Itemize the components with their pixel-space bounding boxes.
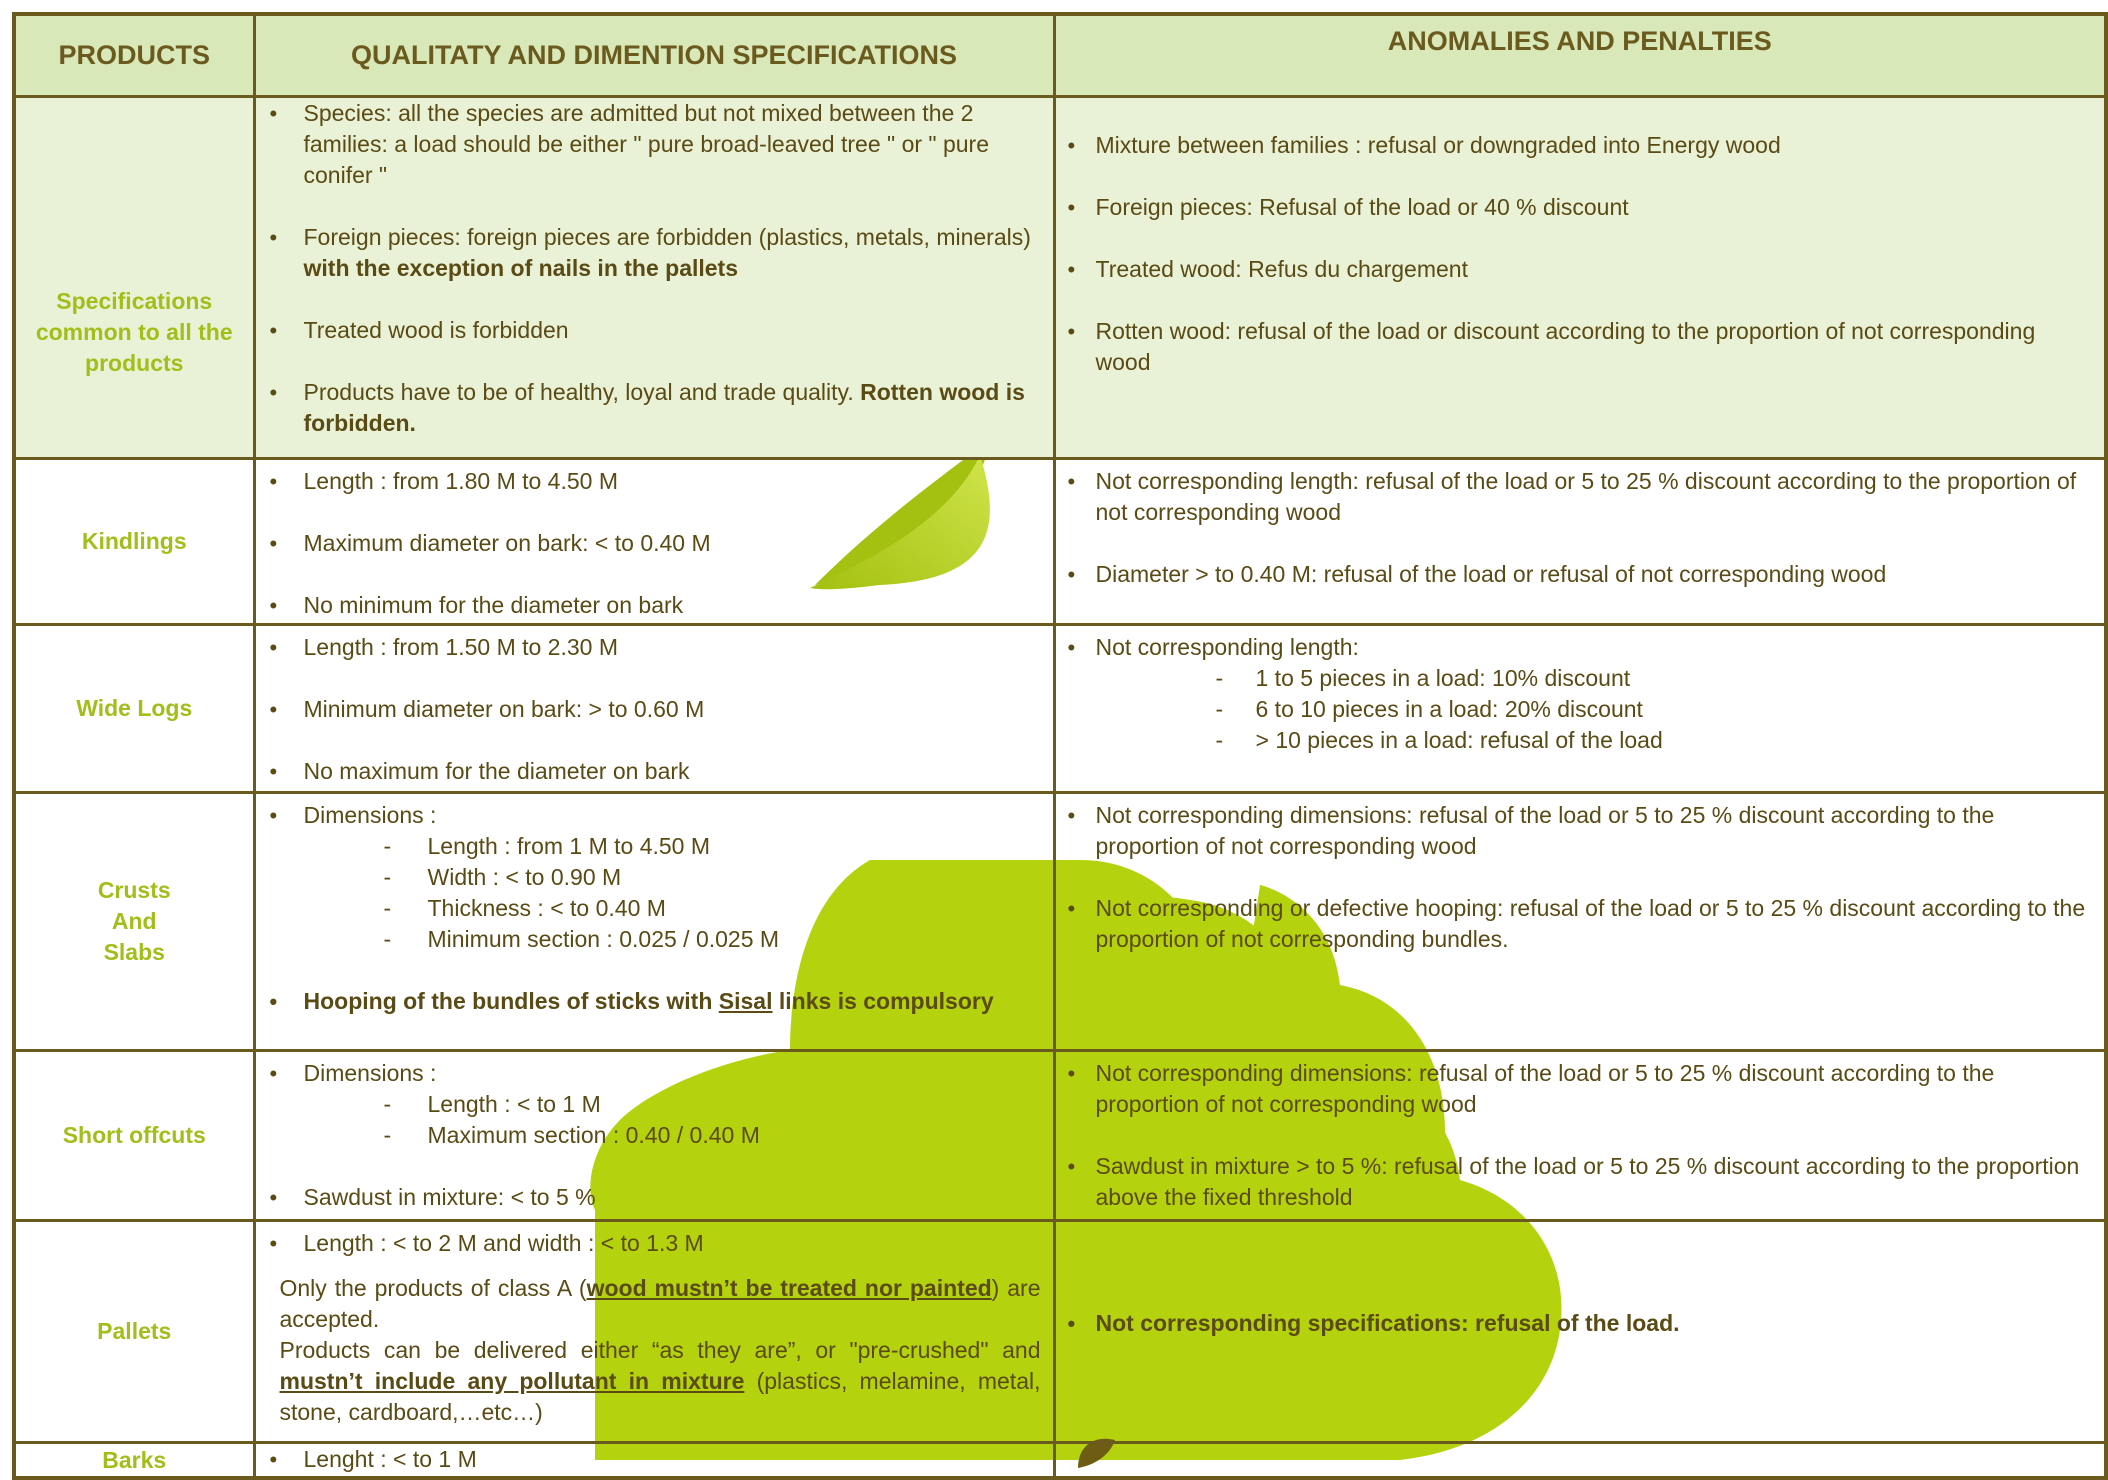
product-wide-logs: Wide Logs bbox=[14, 624, 254, 792]
list-item: - Length : from 1 M to 4.50 M bbox=[256, 831, 1053, 862]
list-item: • Species: all the species are admitted but not mixed between the 2 families: a load should be either " pure broad-leaved tree " or " pure conifer " bbox=[256, 98, 1053, 191]
specs-pallets bbox=[254, 1220, 1054, 1442]
list-item: • Not corresponding or defective hooping: refusal of the load or 5 to 25 % discount according to the proportion of not corresponding bundles. bbox=[1056, 893, 2105, 955]
list-item: - > 10 pieces in a load: refusal of the load bbox=[1056, 725, 2105, 756]
product-barks: Barks bbox=[14, 1442, 254, 1478]
list-item: • Treated wood is forbidden bbox=[256, 315, 1053, 346]
header-anomalies: ANOMALIES AND PENALTIES bbox=[1054, 14, 2106, 96]
list-item: • No minimum for the diameter on bark bbox=[256, 590, 1053, 621]
specs-short-offcuts bbox=[254, 1050, 1054, 1220]
specs-common bbox=[254, 96, 1054, 458]
list-item: • No maximum for the diameter on bark bbox=[256, 756, 1053, 787]
list-item: • Minimum diameter on bark: > to 0.60 M bbox=[256, 694, 1053, 725]
list-item: • Length : < to 2 M and width : < to 1.3 M bbox=[256, 1228, 1053, 1259]
product-short-offcuts: Short offcuts bbox=[14, 1050, 254, 1220]
list-item: • Not corresponding dimensions: refusal of the load or 5 to 25 % discount according to the proportion of not corresponding wood bbox=[1056, 1058, 2105, 1120]
list-item: • Hooping of the bundles of sticks with Sisal links is compulsory bbox=[256, 986, 1053, 1017]
specs-kindlings bbox=[254, 458, 1054, 624]
specs-barks bbox=[254, 1442, 1054, 1478]
row-common-specifications bbox=[14, 96, 2106, 458]
row-wide-logs bbox=[14, 624, 2106, 792]
header-row bbox=[14, 14, 2106, 96]
list-item: • Foreign pieces: Refusal of the load or 40 % discount bbox=[1056, 192, 2105, 223]
specs-wide-logs bbox=[254, 624, 1054, 792]
product-pallets: Pallets bbox=[14, 1220, 254, 1442]
list-item: • Diameter > to 0.40 M: refusal of the load or refusal of not corresponding wood bbox=[1056, 559, 2105, 590]
list-item: • Not corresponding length: refusal of the load or 5 to 25 % discount according to the proportion of not corresponding wood bbox=[1056, 466, 2105, 528]
list-item: • Foreign pieces: foreign pieces are forbidden (plastics, metals, minerals) with the exception of nails in the pallets bbox=[256, 222, 1053, 284]
anomalies-crusts-and-slabs bbox=[1054, 792, 2106, 1050]
list-item: • Length : from 1.50 M to 2.30 M bbox=[256, 632, 1053, 663]
list-item: • Rotten wood: refusal of the load or discount according to the proportion of not corresponding wood bbox=[1056, 316, 2105, 378]
list-item: - 6 to 10 pieces in a load: 20% discount bbox=[1056, 694, 2105, 725]
row-short-offcuts bbox=[14, 1050, 2106, 1220]
list-item: - Maximum section : 0.40 / 0.40 M bbox=[256, 1120, 1053, 1151]
list-item: • Treated wood: Refus du chargement bbox=[1056, 254, 2105, 285]
row-kindlings bbox=[14, 458, 2106, 624]
list-item: - Width : < to 0.90 M bbox=[256, 862, 1053, 893]
pallets-paragraph-delivery: Products can be delivered either “as they are”, or "pre-crushed" and mustn’t include any pollutant in mixture (plastics, melamine, metal, stone, cardboard,…etc…) bbox=[279, 1336, 1041, 1425]
anomalies-wide-logs bbox=[1054, 624, 2106, 792]
pallets-paragraph-class-a: Only the products of class A (wood mustn’t be treated nor painted) are accepted. bbox=[279, 1274, 1041, 1332]
product-crusts-and-slabs: Crusts And Slabs bbox=[14, 792, 254, 1050]
list-item: - Length : < to 1 M bbox=[256, 1089, 1053, 1120]
anomalies-pallets bbox=[1054, 1220, 2106, 1442]
anomalies-barks bbox=[1054, 1442, 2106, 1478]
row-pallets bbox=[14, 1220, 2106, 1442]
product-common: Specifications common to all the products bbox=[14, 96, 254, 458]
product-kindlings: Kindlings bbox=[14, 458, 254, 624]
header-specifications: QUALITATY AND DIMENTION SPECIFICATIONS bbox=[254, 14, 1054, 96]
list-item: • Dimensions : bbox=[256, 800, 1053, 831]
list-item: • Sawdust in mixture > to 5 %: refusal of the load or 5 to 25 % discount according to the proportion above the fixed threshold bbox=[1056, 1151, 2105, 1213]
list-item: • Maximum diameter on bark: < to 0.40 M bbox=[256, 528, 1053, 559]
header-products: PRODUCTS bbox=[14, 14, 254, 96]
list-item: • Dimensions : bbox=[256, 1058, 1053, 1089]
list-item: • Not corresponding specifications: refusal of the load. bbox=[1056, 1308, 2105, 1339]
list-item: - Minimum section : 0.025 / 0.025 M bbox=[256, 924, 1053, 955]
list-item: • Not corresponding dimensions: refusal of the load or 5 to 25 % discount according to the proportion of not corresponding wood bbox=[1056, 800, 2105, 862]
list-item: • Length : from 1.80 M to 4.50 M bbox=[256, 466, 1053, 497]
list-item: • Products have to be of healthy, loyal and trade quality. Rotten wood is forbidden. bbox=[256, 377, 1053, 439]
list-item: • Lenght : < to 1 M bbox=[256, 1444, 1053, 1475]
list-item: - 1 to 5 pieces in a load: 10% discount bbox=[1056, 663, 2105, 694]
anomalies-common bbox=[1054, 96, 2106, 458]
anomalies-kindlings bbox=[1054, 458, 2106, 624]
list-item: • Sawdust in mixture: < to 5 % bbox=[256, 1182, 1053, 1213]
list-item: • Not corresponding length: bbox=[1056, 632, 2105, 663]
list-item: - Thickness : < to 0.40 M bbox=[256, 893, 1053, 924]
row-barks bbox=[14, 1442, 2106, 1478]
list-item: • Mixture between families : refusal or downgraded into Energy wood bbox=[1056, 130, 2105, 161]
specifications-table bbox=[12, 12, 2108, 1480]
anomalies-short-offcuts bbox=[1054, 1050, 2106, 1220]
row-crusts-and-slabs bbox=[14, 792, 2106, 1050]
specs-crusts-and-slabs bbox=[254, 792, 1054, 1050]
